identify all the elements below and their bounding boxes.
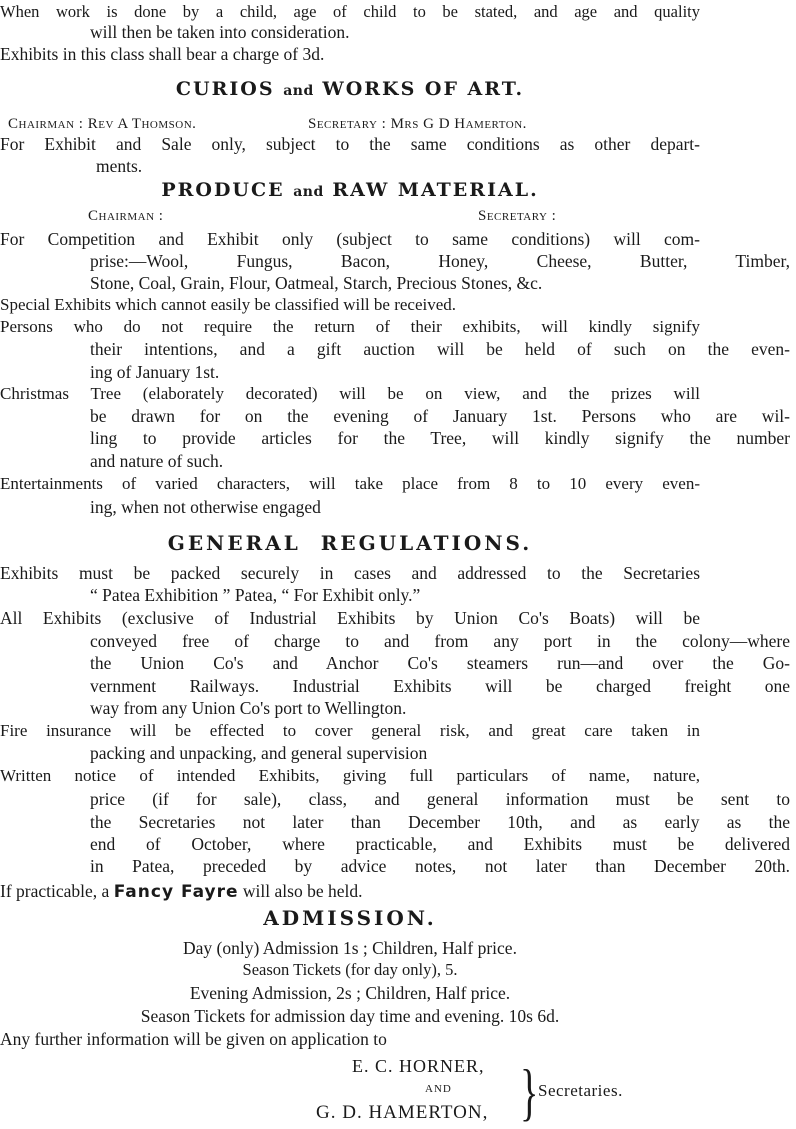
general-line-4: conveyed free of charge to and from any port in the colony—where [90,631,790,651]
admission-line-4: Season Tickets for admission day time and evening. 10s 6d. [140,1006,560,1026]
curios-line-2: ments. [96,156,143,176]
further-info: Any further information will be given on application to [0,1029,387,1049]
produce-chairman: Chairman : [88,208,164,224]
fancy-fayre-name: Fancy Fayre [113,882,239,902]
produce-line-5: Persons who do not require the return of their exhibits, will kindly signify [0,317,700,336]
produce-line-3: Stone, Coal, Grain, Flour, Oatmeal, Starch, Precious Stones, &c. [90,273,543,293]
general-line-2: “ Patea Exhibition ” Patea, “ For Exhibit only.” [90,585,421,605]
admission-line-2: Season Tickets (for day only), 5. [242,960,458,979]
produce-line-4: Special Exhibits which cannot easily be classified will be received. [0,295,457,314]
general-line-3: All Exhibits (exclusive of Industrial Exhibits by Union Co's Boats) will be [0,608,700,628]
opening-line-1: When work is done by a child, age of child to be stated, and age and quality [0,2,700,21]
produce-heading [0,180,700,202]
opening-line-3: Exhibits in this class shall bear a charge of 3d. [0,44,325,64]
general-line-1: Exhibits must be packed securely in cases and addressed to the Secretaries [0,563,700,583]
general-line-8: Fire insurance will be effected to cover general risk, and great care taken in [0,721,700,740]
admission-line-1: Day (only) Admission 1s ; Children, Half price. [183,938,517,958]
general-line-12: the Secretaries not later than December 10th, and as early as the [90,812,790,832]
produce-heading-and: and [293,184,324,200]
produce-line-11: and nature of such. [90,451,224,471]
general-line-5: the Union Co's and Anchor Co's steamers run—and over the Go- [90,653,790,673]
produce-line-13: ing, when not otherwise engaged [90,497,321,517]
produce-heading-a: PRODUCE [161,179,285,201]
produce-line-7: ing of January 1st. [90,362,220,382]
signature-brace: } [520,1056,539,1127]
general-line-6: vernment Railways. Industrial Exhibits will be charged freight one [90,676,790,696]
fancy-suffix: will also be held. [242,881,363,901]
produce-line-9: be drawn for on the evening of January 1st. Persons who are wil- [90,406,790,426]
general-line-11: price (if for sale), class, and general information must be sent to [90,789,790,809]
curios-heading [0,79,700,101]
produce-secretary: Secretary : [478,208,557,224]
general-heading-b: REGULATIONS. [320,531,533,555]
admission-heading: ADMISSION. [263,906,437,930]
produce-line-2: prise:—Wool, Fungus, Bacon, Honey, Cheese, Butter, Timber, [90,251,790,271]
general-line-14: in Patea, preceded by advice notes, not later than December 20th. [90,856,790,876]
produce-line-12: Entertainments of varied characters, will take place from 8 to 10 every even- [0,474,700,493]
curios-heading-and: and [283,83,314,99]
signature-horner: E. C. HORNER, [352,1056,485,1076]
curios-heading-b: WORKS OF ART. [322,78,525,100]
curios-chairman: Chairman : Rev A Thomson. [8,116,197,132]
opening-line-2: will then be taken into consideration. [90,22,350,42]
produce-heading-b: RAW MATERIAL. [332,179,539,201]
general-line-13: end of October, where practicable, and Exhibits must be delivered [90,834,790,854]
general-heading-a: GENERAL [167,531,301,555]
curios-line-1: For Exhibit and Sale only, subject to the same conditions as other depart- [0,134,700,154]
fancy-prefix: If practicable, a [0,881,110,901]
signature-hamerton: G. D. HAMERTON, [316,1102,489,1123]
produce-line-8: Christmas Tree (elaborately decorated) will be on view, and the prizes will [0,384,700,403]
general-heading [0,533,700,553]
signature-role: Secretaries. [538,1081,623,1100]
fancy-fayre-line [0,881,700,902]
produce-line-10: ling to provide articles for the Tree, will kindly signify the number [90,428,790,448]
signature-and: AND [425,1083,452,1095]
general-line-9: packing and unpacking, and general supervision [90,743,428,763]
general-line-10: Written notice of intended Exhibits, giving full particulars of name, nature, [0,766,700,785]
produce-line-6: their intentions, and a gift auction will be held of such on the even- [90,339,790,359]
general-line-7: way from any Union Co's port to Wellington. [90,698,407,718]
curios-heading-a: CURIOS [175,78,275,100]
curios-secretary: Secretary : Mrs G D Hamerton. [308,116,527,132]
produce-line-1: For Competition and Exhibit only (subject to same conditions) will com- [0,229,700,249]
admission-line-3: Evening Admission, 2s ; Children, Half price. [189,983,511,1003]
